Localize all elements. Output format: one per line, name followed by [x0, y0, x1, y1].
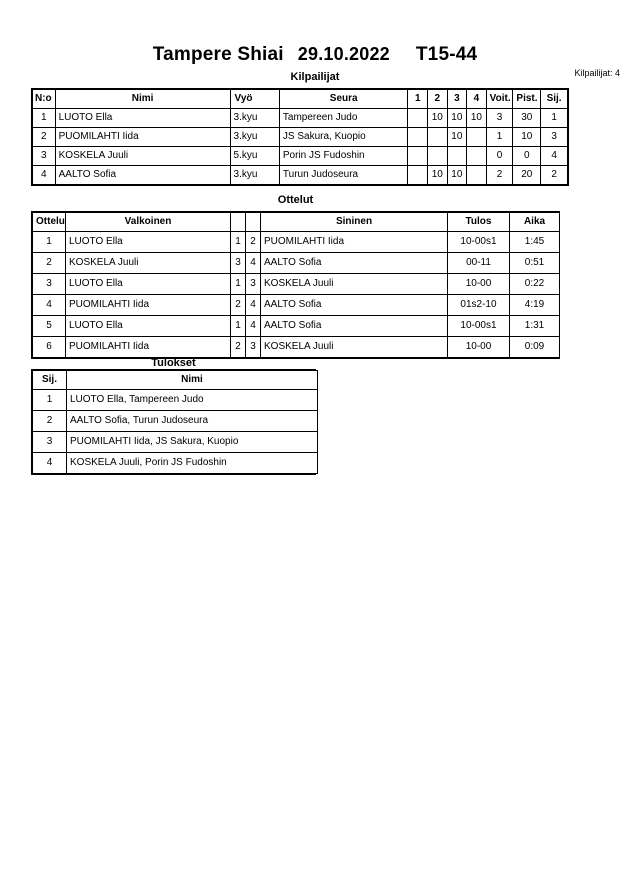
cell-white: LUOTO Ella — [66, 316, 231, 337]
cell-points: 0 — [513, 147, 541, 166]
cell-match-num: 6 — [33, 337, 66, 358]
cell-white: PUOMILAHTI Iida — [66, 337, 231, 358]
cell-white-no: 1 — [231, 274, 246, 295]
cell-m2: 10 — [428, 166, 448, 185]
cell-name: KOSKELA Juuli, Porin JS Fudoshin — [67, 453, 318, 474]
cell-belt: 3.kyu — [230, 166, 279, 185]
cell-blue: KOSKELA Juuli — [261, 274, 448, 295]
cell-m2: 10 — [428, 109, 448, 128]
cell-m1 — [408, 128, 428, 147]
cell-blue: PUOMILAHTI Iida — [261, 232, 448, 253]
entrants-count: Kilpailijat: 4 — [574, 68, 620, 78]
category-name: T15-44 — [415, 44, 478, 65]
table-row — [33, 128, 568, 147]
cell-club: Turun Judoseura — [279, 166, 408, 185]
col-header-white-no — [231, 213, 246, 232]
cell-m4: 10 — [467, 109, 487, 128]
cell-blue: AALTO Sofia — [261, 316, 448, 337]
cell-result: 10-00 — [448, 337, 510, 358]
cell-m3: 10 — [447, 166, 467, 185]
cell-white-no: 3 — [231, 253, 246, 274]
tournament-name: Tampere Shiai — [152, 44, 284, 65]
col-header-belt: Vyö — [230, 90, 279, 109]
col-header-blue: Sininen — [261, 213, 448, 232]
cell-wins: 0 — [486, 147, 513, 166]
cell-belt: 3.kyu — [230, 128, 279, 147]
table-row — [33, 453, 318, 474]
col-header-name: Nimi — [67, 371, 318, 390]
cell-rank: 4 — [541, 147, 568, 166]
cell-white-no: 1 — [231, 316, 246, 337]
cell-no: 4 — [33, 166, 56, 185]
cell-white-no: 2 — [231, 337, 246, 358]
col-header-white: Valkoinen — [66, 213, 231, 232]
cell-time: 1:45 — [510, 232, 560, 253]
table-row — [33, 337, 560, 358]
cell-m3: 10 — [447, 128, 467, 147]
cell-m4 — [467, 166, 487, 185]
cell-m1 — [408, 109, 428, 128]
table-row — [33, 109, 568, 128]
entrants-section-title: Kilpailijat — [290, 71, 340, 83]
col-header-blue-no — [246, 213, 261, 232]
table-row — [33, 253, 560, 274]
cell-points: 30 — [513, 109, 541, 128]
cell-rank: 1 — [541, 109, 568, 128]
cell-match-num: 2 — [33, 253, 66, 274]
matches-table — [31, 211, 560, 359]
col-header-rank: Sij. — [541, 90, 568, 109]
col-header-m2: 2 — [428, 90, 448, 109]
cell-wins: 1 — [486, 128, 513, 147]
table-row — [33, 432, 318, 453]
cell-name: LUOTO Ella, Tampereen Judo — [67, 390, 318, 411]
table-row — [33, 232, 560, 253]
table-row — [33, 166, 568, 185]
cell-white-no: 2 — [231, 295, 246, 316]
entrants-table — [31, 88, 569, 186]
col-header-m1: 1 — [408, 90, 428, 109]
cell-time: 0:09 — [510, 337, 560, 358]
cell-name: PUOMILAHTI Iida, JS Sakura, Kuopio — [67, 432, 318, 453]
col-header-m3: 3 — [447, 90, 467, 109]
cell-time: 1:31 — [510, 316, 560, 337]
col-header-points: Pist. — [513, 90, 541, 109]
cell-m4 — [467, 128, 487, 147]
table-header-row — [33, 371, 318, 390]
cell-wins: 2 — [486, 166, 513, 185]
cell-rank: 1 — [33, 390, 67, 411]
cell-club: JS Sakura, Kuopio — [279, 128, 408, 147]
cell-time: 0:22 — [510, 274, 560, 295]
cell-result: 00-11 — [448, 253, 510, 274]
table-row — [33, 411, 318, 432]
cell-belt: 3.kyu — [230, 109, 279, 128]
cell-rank: 2 — [541, 166, 568, 185]
col-header-m4: 4 — [467, 90, 487, 109]
results-table — [31, 369, 316, 475]
cell-blue-no: 3 — [246, 337, 261, 358]
cell-result: 10-00s1 — [448, 232, 510, 253]
cell-rank: 2 — [33, 411, 67, 432]
cell-rank: 4 — [33, 453, 67, 474]
cell-blue-no: 4 — [246, 253, 261, 274]
cell-match-num: 1 — [33, 232, 66, 253]
cell-white: LUOTO Ella — [66, 232, 231, 253]
cell-result: 01s2-10 — [448, 295, 510, 316]
col-header-result: Tulos — [448, 213, 510, 232]
cell-rank: 3 — [33, 432, 67, 453]
cell-blue: KOSKELA Juuli — [261, 337, 448, 358]
cell-name: KOSKELA Juuli — [55, 147, 230, 166]
cell-blue-no: 4 — [246, 316, 261, 337]
table-header-row — [33, 213, 560, 232]
cell-rank: 3 — [541, 128, 568, 147]
col-header-rank: Sij. — [33, 371, 67, 390]
cell-no: 1 — [33, 109, 56, 128]
cell-result: 10-00 — [448, 274, 510, 295]
cell-belt: 5.kyu — [230, 147, 279, 166]
cell-name: LUOTO Ella — [55, 109, 230, 128]
cell-time: 4:19 — [510, 295, 560, 316]
cell-time: 0:51 — [510, 253, 560, 274]
cell-m1 — [408, 166, 428, 185]
col-header-name: Nimi — [55, 90, 230, 109]
cell-match-num: 4 — [33, 295, 66, 316]
results-section-title: Tulokset — [151, 357, 196, 369]
cell-wins: 3 — [486, 109, 513, 128]
cell-blue: AALTO Sofia — [261, 295, 448, 316]
col-header-time: Aika — [510, 213, 560, 232]
cell-m3: 10 — [447, 109, 467, 128]
cell-white: LUOTO Ella — [66, 274, 231, 295]
col-header-wins: Voit. — [486, 90, 513, 109]
cell-result: 10-00s1 — [448, 316, 510, 337]
col-header-match: Ottelu — [33, 213, 66, 232]
cell-name: AALTO Sofia — [55, 166, 230, 185]
cell-points: 10 — [513, 128, 541, 147]
tournament-date: 29.10.2022 — [297, 44, 390, 64]
cell-club: Porin JS Fudoshin — [279, 147, 408, 166]
cell-m3 — [447, 147, 467, 166]
cell-match-num: 3 — [33, 274, 66, 295]
cell-white: KOSKELA Juuli — [66, 253, 231, 274]
cell-m2 — [428, 128, 448, 147]
cell-club: Tampereen Judo — [279, 109, 408, 128]
page-title — [0, 0, 630, 66]
cell-blue: AALTO Sofia — [261, 253, 448, 274]
col-header-club: Seura — [279, 90, 408, 109]
matches-section-title: Ottelut — [277, 194, 314, 206]
cell-blue-no: 4 — [246, 295, 261, 316]
table-row — [33, 147, 568, 166]
cell-match-num: 5 — [33, 316, 66, 337]
cell-points: 20 — [513, 166, 541, 185]
cell-blue-no: 2 — [246, 232, 261, 253]
cell-white: PUOMILAHTI Iida — [66, 295, 231, 316]
table-row — [33, 274, 560, 295]
table-row — [33, 295, 560, 316]
table-header-row — [33, 90, 568, 109]
cell-m4 — [467, 147, 487, 166]
cell-name: AALTO Sofia, Turun Judoseura — [67, 411, 318, 432]
cell-name: PUOMILAHTI Iida — [55, 128, 230, 147]
cell-blue-no: 3 — [246, 274, 261, 295]
table-row — [33, 390, 318, 411]
cell-white-no: 1 — [231, 232, 246, 253]
cell-no: 3 — [33, 147, 56, 166]
cell-m2 — [428, 147, 448, 166]
col-header-no: N:o — [33, 90, 56, 109]
cell-no: 2 — [33, 128, 56, 147]
cell-m1 — [408, 147, 428, 166]
table-row — [33, 316, 560, 337]
